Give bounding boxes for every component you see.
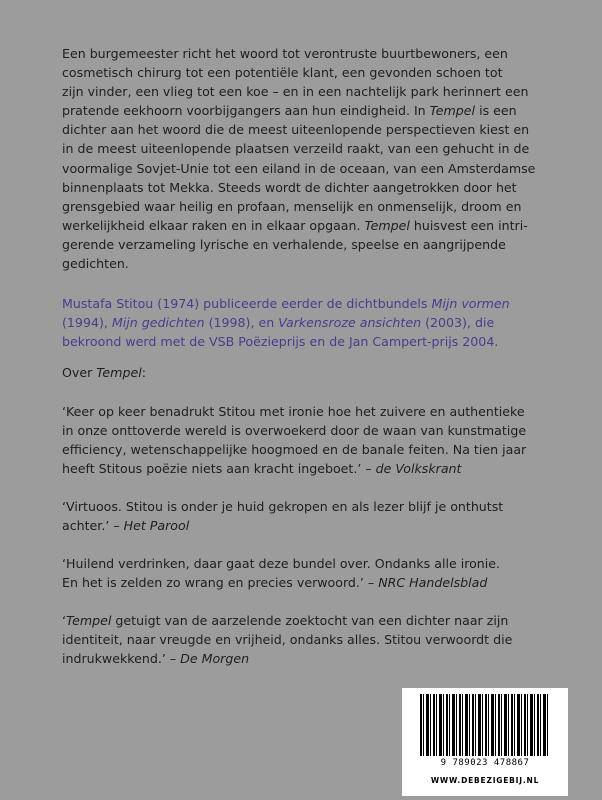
blurb-line: werkelijkheid elkaar raken en in elkaar opgaan. Tempel huisvest een intri- — [62, 217, 528, 233]
blurb-line: in de meest uiteenlopende plaatsen verzeild raakt, van een gehucht in de — [62, 141, 530, 157]
review-source: De Morgen — [180, 651, 250, 667]
barcode-panel — [402, 688, 568, 796]
blurb-line: cosmetisch chirurg tot een potentiële klant, een gevonden schoen tot — [62, 65, 503, 81]
book-blurb — [62, 44, 562, 273]
blurb-line: Een burgemeester richt het woord tot verontruste buurtbewoners, een — [62, 46, 508, 61]
bio-line: (1994), Mijn gedichten (1998), en Varkensroze ansichten (2003), die — [62, 315, 495, 331]
reviews-heading: Over Tempel: — [62, 365, 146, 380]
book-title: Tempel — [429, 103, 476, 119]
review-source: NRC Handelsblad — [378, 575, 488, 591]
book-title: Tempel — [364, 217, 410, 233]
review-quote: ‘Keer op keer benadrukt Stitou met ironie hoe het zuivere en authentieke in onze onttoverde wereld is overwoekerd door de waan van kunstmatige efficiency, wetenschappelijke hoogmoed en de banale feiten. Na tien jaar heeft Stitous poëzie niets aan kracht ingeboet.’ – de Volkskrant — [62, 404, 527, 477]
blurb-line: binnenplaats tot Mekka. Steeds wordt de dichter aangetrokken door het — [62, 179, 517, 195]
blurb-line: pratende eekhoorn voorbijgangers aan hun eindigheid. In Tempel is een — [62, 103, 517, 119]
review-source: Het Parool — [123, 518, 190, 534]
blurb-line: zijn vinder, een vlieg tot een koe – en in een nachtelijk park herinnert een — [62, 84, 529, 100]
publisher-website: WWW.DEBEZIGEBIJ.NL — [430, 776, 540, 785]
blurb-line: dichter aan het woord die de meest uiteenlopende perspectieven kiest en — [62, 122, 530, 138]
review-quote: ‘Tempel getuigt van de aarzelende zoektocht van een dichter naar zijn identiteit, naar vreugde en vrijheid, ondanks alles. Stitou verwoordt die indrukwekkend.’ – De Morgen — [62, 613, 513, 667]
blurb-line: gerende verzameling lyrische en verhalende, speelse en aangrijpende — [62, 236, 506, 252]
isbn-number: 9 789023 478867 — [440, 758, 530, 768]
blurb-line: grensgebied waar heilig en profaan, menselijk en onmenselijk, droom en — [62, 198, 522, 214]
bio-line: bekroond werd met de VSB Poëzieprijs en de Jan Campert-prijs 2004. — [62, 334, 499, 350]
review-quote: ‘Huilend verdrinken, daar gaat deze bundel over. Ondanks alle ironie. En het is zelden zo wrang en precies verwoord.’ – NRC Handelsblad — [62, 556, 501, 591]
review-source: de Volkskrant — [375, 461, 462, 477]
blurb-line: voormalige Sovjet-Unie tot een eiland in de oceaan, van een Amsterdamse — [62, 160, 536, 176]
author-bio — [62, 294, 572, 351]
blurb-line: gedichten. — [62, 256, 129, 272]
bio-line: Mustafa Stitou (1974) publiceerde eerder de dichtbundels Mijn vormen — [62, 296, 510, 311]
barcode-icon — [420, 694, 550, 756]
review-quote: ‘Virtuoos. Stitou is onder je huid gekropen en als lezer blijf je onthutst achter.’ – Het Parool — [62, 499, 504, 534]
